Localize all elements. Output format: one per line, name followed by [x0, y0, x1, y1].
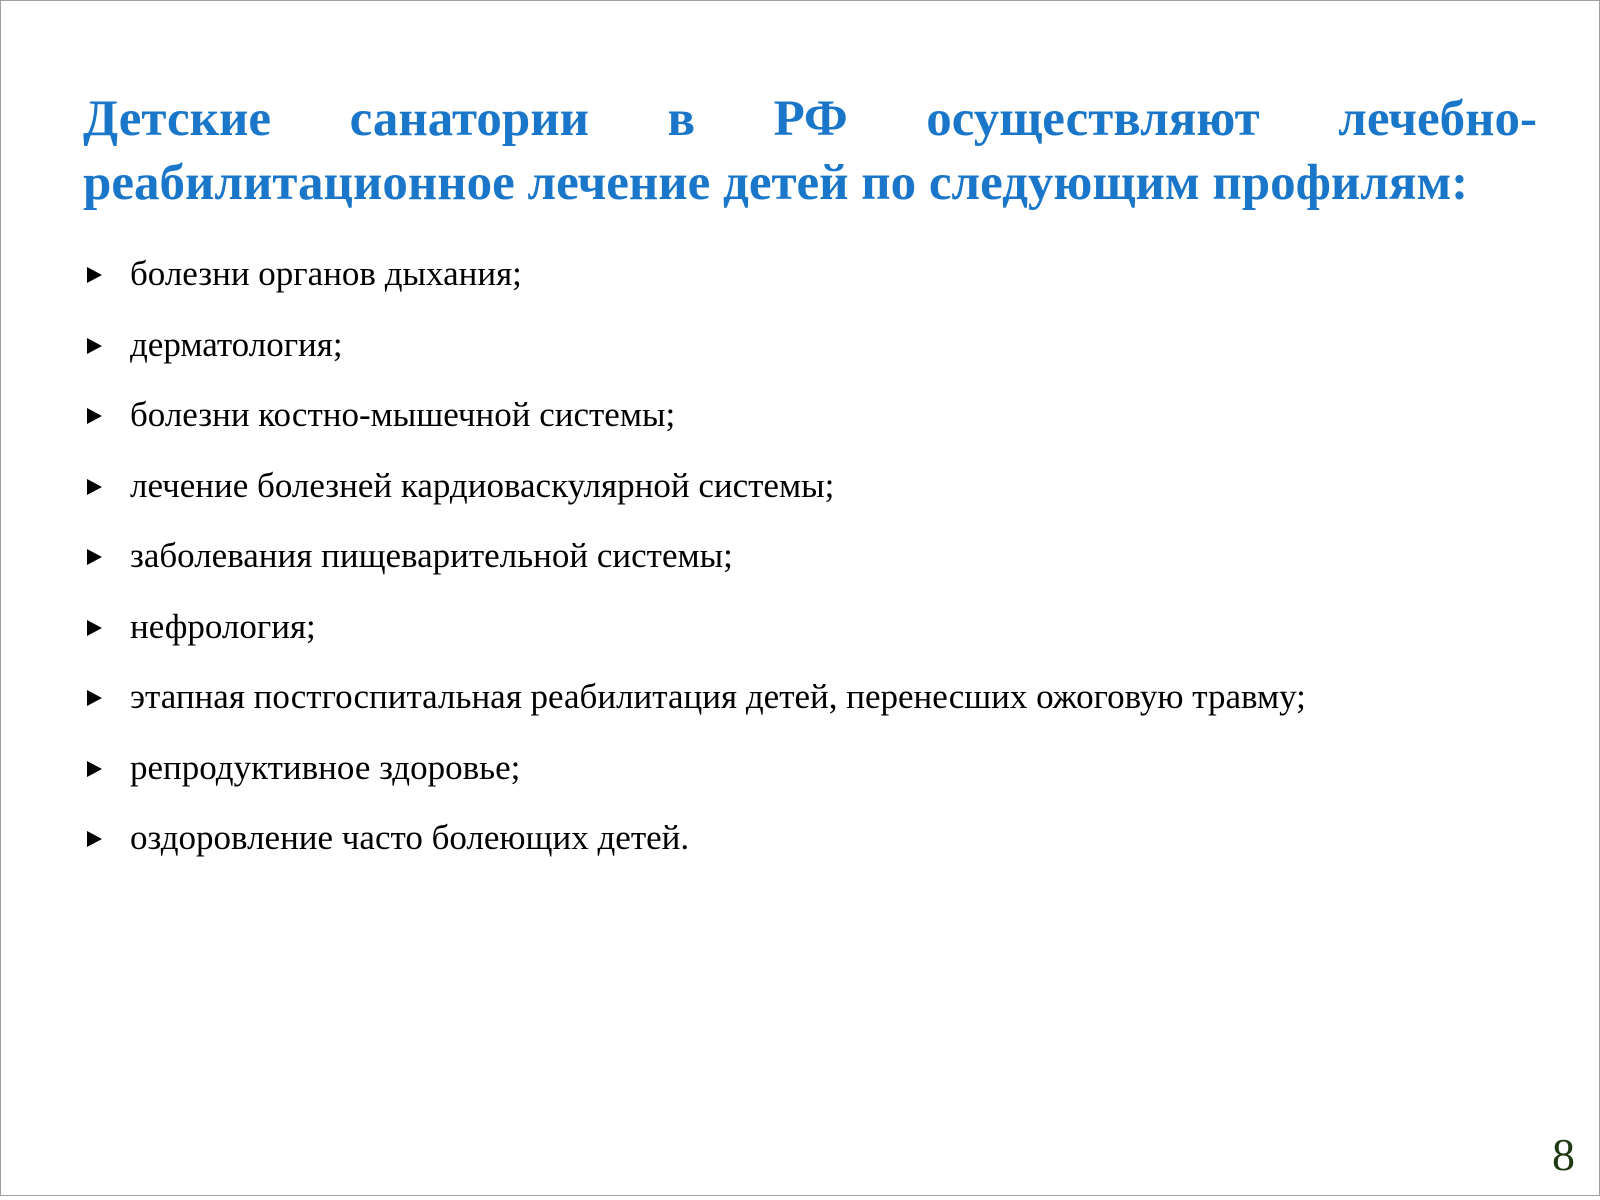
list-item-text: дерматология; — [130, 324, 343, 364]
list-item-text: нефрология; — [130, 606, 316, 646]
list-item-text: этапная постгоспитальная реабилитация детей, перенесших ожоговую травму; — [130, 677, 1306, 717]
triangle-right-icon — [87, 408, 102, 424]
list-item — [87, 380, 1567, 451]
triangle-right-icon — [87, 620, 102, 636]
triangle-right-icon — [87, 338, 102, 354]
triangle-right-icon — [87, 690, 102, 706]
list-item — [87, 451, 1567, 522]
triangle-right-icon — [87, 267, 102, 283]
list-item-text: болезни органов дыхания; — [130, 254, 522, 294]
list-item-text: репродуктивное здоровье; — [130, 747, 521, 787]
triangle-right-icon — [87, 479, 102, 495]
bullet-list — [87, 239, 1567, 874]
list-item — [87, 592, 1567, 663]
triangle-right-icon — [87, 549, 102, 565]
list-item — [87, 521, 1567, 592]
list-item — [87, 803, 1567, 874]
list-item-text: оздоровление часто болеющих детей. — [130, 818, 690, 858]
list-item-text: лечение болезней кардиоваскулярной системы; — [130, 465, 835, 505]
list-item — [87, 733, 1567, 804]
list-item-text: болезни костно-мышечной системы; — [130, 395, 676, 435]
list-item — [87, 310, 1567, 381]
list-item — [87, 239, 1567, 310]
page-number: 8 — [1552, 1129, 1575, 1180]
list-item — [87, 662, 1567, 733]
list-item-text: заболевания пищеварительной системы; — [130, 536, 733, 576]
triangle-right-icon — [87, 831, 102, 847]
slide-title: Детские санатории в РФ осуществляют лечебно-реабилитационное лечение детей по следующим профилям: — [83, 91, 1537, 211]
triangle-right-icon — [87, 761, 102, 777]
